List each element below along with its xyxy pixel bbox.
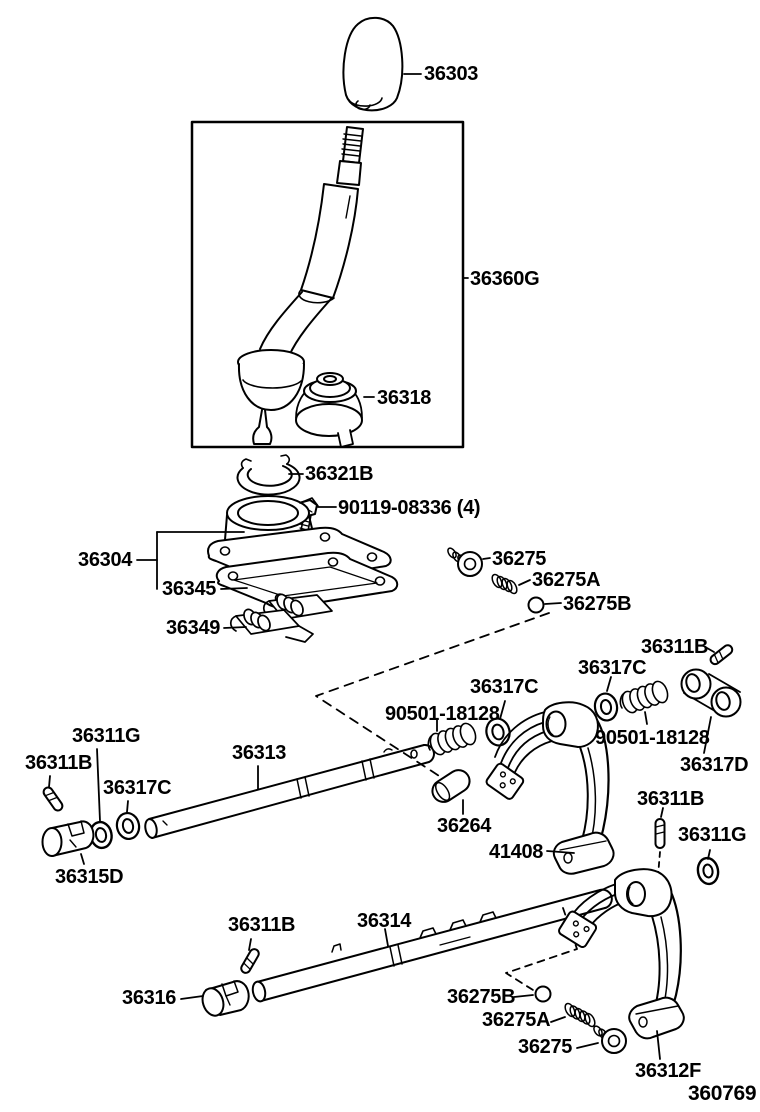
part-label-ball-upper: 36275B (563, 593, 632, 615)
part-label-comp-spring-mid: 90501-18128 (385, 703, 500, 725)
part-label-washer-left: 36317C (103, 777, 172, 799)
shift-knob-drawing (343, 18, 421, 111)
part-label-pin-left: 36311B (25, 752, 93, 774)
washer-left-drawing (115, 801, 142, 841)
pin-left-drawing (42, 776, 64, 812)
part-label-plug-lower: 36275 (518, 1036, 573, 1058)
part-label-tension-springs: 36349 (166, 617, 221, 639)
part-label-boot: 36318 (377, 387, 432, 409)
tension-spring-clips-drawing (224, 592, 332, 642)
part-label-gasket: 36345 (162, 578, 217, 600)
part-label-cylinder-left: 36315D (55, 866, 124, 888)
comp-spring-mid-drawing (428, 720, 479, 757)
part-label-rod2: 36314 (357, 910, 412, 932)
part-label-ring-right: 36311G (678, 824, 747, 846)
part-label-bolt: 90119-08336 (4) (338, 497, 481, 519)
boot-drawing (296, 373, 374, 447)
cylinder-left-drawing (43, 821, 94, 864)
part-label-clamp: 36316 (122, 987, 177, 1009)
comp-spring-right-drawing (620, 679, 671, 724)
part-label-retainer: 36304 (78, 549, 133, 571)
part-label-pin-top-right: 36311B (641, 636, 709, 658)
clamp-drawing (181, 981, 249, 1018)
part-label-lever-assy: 36360G (470, 268, 540, 290)
pin-bottom-drawing (240, 939, 261, 975)
part-label-plug-upper: 36275 (492, 548, 547, 570)
part-label-ring-left: 36311G (72, 725, 141, 747)
snap-ring-drawing (238, 455, 303, 495)
part-label-pin-bottom: 36311B (228, 914, 296, 936)
part-label-spring-lower: 36275A (482, 1009, 551, 1031)
part-label-comp-spring-right: 90501-18128 (595, 727, 710, 749)
part-label-pellet: 36264 (437, 815, 492, 837)
washer-right-drawing (593, 677, 619, 722)
part-label-snap-ring: 36321B (305, 463, 374, 485)
part-label-ball-lower: 36275B (447, 986, 516, 1008)
figure-number: 360769 (688, 1082, 757, 1105)
pin-right-drawing (656, 808, 665, 848)
shift-rod-1-drawing (144, 745, 434, 839)
pin-top-right-drawing (707, 643, 734, 665)
part-label-fork2: 36312F (635, 1060, 702, 1082)
part-label-link: 36317D (680, 754, 749, 776)
part-label-knob: 36303 (424, 63, 479, 85)
part-label-spring-upper: 36275A (532, 569, 601, 591)
part-label-pin-right: 36311B (637, 788, 705, 810)
shift-rod-2-drawing (251, 890, 612, 1003)
part-label-washer-mid: 36317C (470, 676, 539, 698)
part-label-washer-right: 36317C (578, 657, 647, 679)
ring-right-drawing (696, 850, 720, 886)
part-label-rod1: 36313 (232, 742, 287, 764)
part-label-fork1: 41408 (489, 841, 544, 863)
